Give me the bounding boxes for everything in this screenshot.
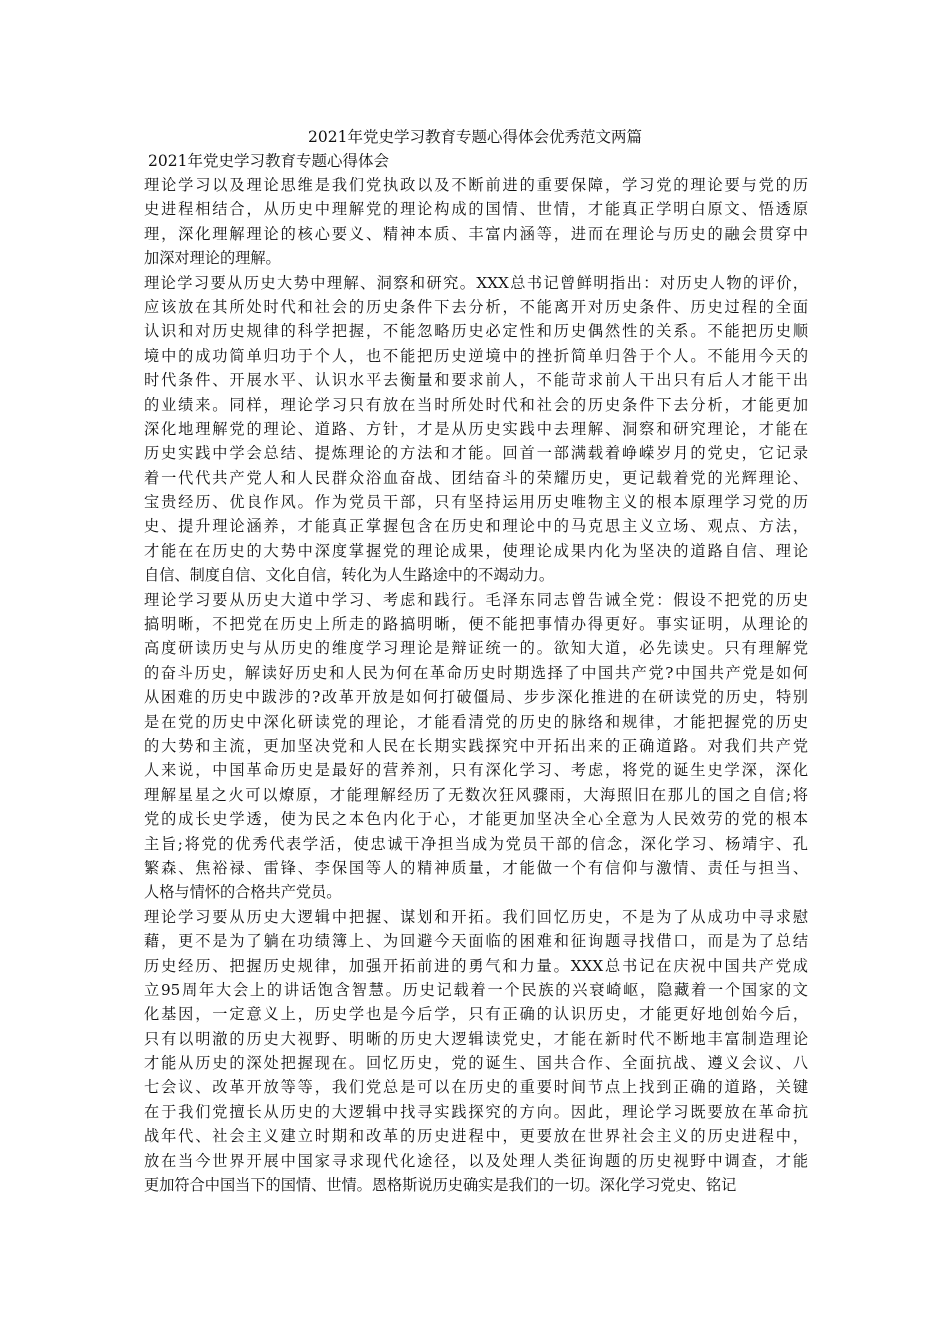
text-line: 理论学习要从历史大势中理解、洞察和研究。XXX总书记曾鲜明指出：对历史人物的评价， xyxy=(144,273,808,292)
text-line: 战年代、社会主义建立时期和改革的历史进程中，更要放在世界社会主义的历史进程中， xyxy=(144,1127,808,1146)
text-line: 史、提升理论涵养，才能真正掌握包含在历史和理论中的马克思主义立场、观点、方法， xyxy=(144,517,808,536)
text-line: 境中的成功简单归功于个人，也不能把历史逆境中的挫折简单归咎于个人。不能用今天的 xyxy=(144,346,808,365)
document-title: 2021年党史学习教育专题心得体会优秀范文两篇 xyxy=(308,128,642,146)
text-line: 的大势和主流，更加坚决党和人民在长期实践探究中开拓出来的正确道路。对我们共产党 xyxy=(144,736,808,755)
document-subtitle: 2021年党史学习教育专题心得体会 xyxy=(148,152,389,170)
text-line: 人格与情怀的合格共产党员。 xyxy=(144,883,342,902)
text-line: 只有以明澈的历史大视野、明晰的历史大逻辑读党史，才能在新时代不断地丰富制造理论 xyxy=(144,1029,808,1048)
text-line: 在于我们党擅长从历史的大逻辑中找寻实践探究的方向。因此，理论学习既要放在革命抗 xyxy=(144,1102,808,1121)
text-line: 更加符合中国当下的国情、世情。恩格斯说历史确实是我们的一切。深化学习党史、铭记 xyxy=(144,1176,737,1195)
text-line: 的奋斗历史，解读好历史和人民为何在革命历史时期选择了中国共产党?中国共产党是如何 xyxy=(144,663,808,682)
text-line: 主旨;将党的优秀代表学活，使忠诚干净担当成为党员干部的信念，深化学习、杨靖宇、孔 xyxy=(144,834,808,853)
text-line: 自信、制度自信、文化自信，转化为人生路途中的不竭动力。 xyxy=(144,566,555,585)
paragraph xyxy=(144,173,808,271)
text-line: 历史实践中学会总结、提炼理论的方法和才能。回首一部满载着峥嵘岁月的党史，它记录 xyxy=(144,444,808,463)
text-line: 宝贵经历、优良作风。作为党员干部，只有坚持运用历史唯物主义的根本原理学习党的历 xyxy=(144,493,808,512)
text-line: 从困难的历史中跋涉的?改革开放是如何打破僵局、步步深化推进的在研读党的历史，特别 xyxy=(144,688,808,707)
text-line: 认识和对历史规律的科学把握，不能忽略历史必定性和历史偶然性的关系。不能把历史顺 xyxy=(144,322,808,341)
document-body xyxy=(144,173,808,1197)
text-line: 化基因，一定意义上，历史学也是今后学，只有正确的认识历史，才能更好地创始今后， xyxy=(144,1005,808,1024)
text-line: 加深对理论的理解。 xyxy=(144,249,281,268)
text-line: 立95周年大会上的讲话饱含智慧。历史记载着一个民族的兴衰崎岖，隐藏着一个国家的文 xyxy=(144,980,808,999)
text-line: 历史经历、把握历史规律，加强开拓前进的勇气和力量。XXX总书记在庆祝中国共产党成 xyxy=(144,956,808,975)
paragraph xyxy=(144,271,808,588)
text-line: 人来说，中国革命历史是最好的营养剂，只有深化学习、考虑，将党的诞生史学深，深化 xyxy=(144,761,808,780)
text-line: 着一代代共产党人和人民群众浴血奋战、团结奋斗的荣耀历史，更记载着党的光辉理论、 xyxy=(144,468,808,487)
text-line: 藉，更不是为了躺在功绩簿上、为回避今天面临的困难和征询题寻找借口，而是为了总结 xyxy=(144,932,808,951)
text-line: 才能从历史的深处把握现在。回忆历史，党的诞生、国共合作、全面抗战、遵义会议、八 xyxy=(144,1054,808,1073)
text-line: 史进程相结合，从历史中理解党的理论构成的国情、世情，才能真正学明白原文、悟透原 xyxy=(144,200,808,219)
text-line: 高度研读历史与从历史的维度学习理论是辩证统一的。欲知大道，必先读史。只有理解党 xyxy=(144,639,808,658)
text-line: 是在党的历史中深化研读党的理论，才能看清党的历史的脉络和规律，才能把握党的历史 xyxy=(144,712,808,731)
text-line: 才能在在历史的大势中深度掌握党的理论成果，使理论成果内化为坚决的道路自信、理论 xyxy=(144,541,808,560)
text-line: 放在当今世界开展中国家寻求现代化途径，以及处理人类征询题的历史视野中调查，才能 xyxy=(144,1151,808,1170)
text-line: 的业绩来。同样，理论学习只有放在当时所处时代和社会的历史条件下去分析，才能更加 xyxy=(144,395,808,414)
text-line: 理，深化理解理论的核心要义、精神本质、丰富内涵等，进而在理论与历史的融会贯穿中 xyxy=(144,224,808,243)
text-line: 搞明晰，不把党在历史上所走的路搞明晰，便不能把事情办得更好。事实证明，从理论的 xyxy=(144,615,808,634)
text-line: 理论学习以及理论思维是我们党执政以及不断前进的重要保障，学习党的理论要与党的历 xyxy=(144,176,808,194)
text-line: 理解星星之火可以燎原，才能理解经历了无数次狂风骤雨，大海照旧在那儿的国之自信;将 xyxy=(144,785,808,804)
text-line: 理论学习要从历史大逻辑中把握、谋划和开拓。我们回忆历史，不是为了从成功中寻求慰 xyxy=(144,907,808,926)
text-line: 深化地理解党的理论、道路、方针，才是从历史实践中去理解、洞察和研究理论，才能在 xyxy=(144,419,808,438)
text-line: 理论学习要从历史大道中学习、考虑和践行。毛泽东同志曾告诫全党：假设不把党的历史 xyxy=(144,590,808,609)
text-line: 七会议、改革开放等等，我们党总是可以在历史的重要时间节点上找到正确的道路，关键 xyxy=(144,1078,808,1097)
text-line: 繁森、焦裕禄、雷锋、李保国等人的精神质量，才能做一个有信仰与激情、责任与担当、 xyxy=(144,858,808,877)
text-line: 应该放在其所处时代和社会的历史条件下去分析，不能离开对历史条件、历史过程的全面 xyxy=(144,297,808,316)
text-line: 党的成长史学透，使为民之本色内化于心，才能更加坚决全心全意为人民效劳的党的根本 xyxy=(144,810,808,829)
text-line: 时代条件、开展水平、认识水平去衡量和要求前人，不能苛求前人干出只有后人才能干出 xyxy=(144,371,808,390)
paragraph xyxy=(144,588,808,905)
paragraph xyxy=(144,905,808,1198)
